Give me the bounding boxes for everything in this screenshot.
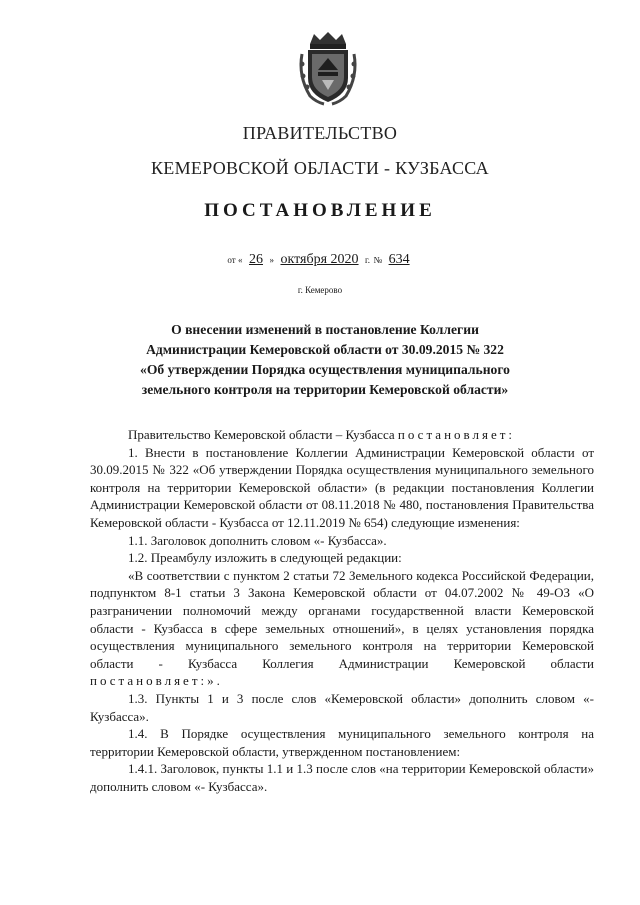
coat-of-arms-icon <box>296 30 360 106</box>
document-type-heading: ПОСТАНОВЛЕНИЕ <box>204 200 436 221</box>
preamble-quote <box>90 567 594 690</box>
document-title <box>120 320 530 400</box>
paragraph-1-2: 1.2. Преамбулу изложить в следующей редакции: <box>128 550 402 566</box>
paragraph-1-4-1: 1.4.1. Заголовок, пункты 1.1 и 1.3 после слов «на территории Кемеровской области» дополнить словом «- Кузбасса». <box>90 761 594 794</box>
city-label: г. Кемерово <box>297 285 343 295</box>
number-label: № <box>373 255 383 265</box>
date-number-line <box>0 252 640 268</box>
document-number: 634 <box>388 252 410 267</box>
preamble-decree-word: постановляет:». <box>90 673 223 689</box>
government-name-line-2: КЕМЕРОВСКОЙ ОБЛАСТИ - КУЗБАССА <box>151 158 489 178</box>
paragraph-1-1: 1.1. Заголовок дополнить словом «- Кузбасса». <box>128 532 387 548</box>
title-line: «Об утверждении Порядка осуществления муниципального <box>140 362 510 377</box>
intro-paragraph <box>90 426 594 444</box>
date-month-year: октября 2020 <box>280 252 359 267</box>
title-line: земельного контроля на территории Кемеровской области» <box>141 382 509 397</box>
day-close-quote: » <box>269 255 274 265</box>
document-body <box>90 426 594 795</box>
government-name-line-1: ПРАВИТЕЛЬСТВО <box>242 123 398 143</box>
paragraph-1-3: 1.3. Пункты 1 и 3 после слов «Кемеровской области» дополнить словом «- Кузбасса». <box>90 690 594 724</box>
intro-text: Правительство Кемеровской области – Кузбасса <box>128 427 395 442</box>
from-label: от « <box>227 255 243 265</box>
paragraph-1: 1. Внести в постановление Коллегии Администрации Кемеровской области от 30.09.2015 № 322 «Об утверждении Порядка осуществления муниципального земельного контроля на территории Кемеровской области» (в редакции постановления Коллегии Администрации Кемеровской области от 08.11.2018 № 480, постановления Правительства Кемеровской области - Кузбасса от 12.11.2019 № 654) следующие изменения: <box>90 444 594 530</box>
paragraph-1-4: 1.4. В Порядке осуществления муниципального земельного контроля на территории Кемеровской области, утвержденном постановлением: <box>90 726 594 759</box>
date-day: 26 <box>248 252 263 267</box>
title-line: О внесении изменений в постановление Коллегии <box>171 322 479 337</box>
decree-word: постановляет: <box>397 427 516 442</box>
title-line: Администрации Кемеровской области от 30.09.2015 № 322 <box>146 342 504 357</box>
preamble-text: «В соответствии с пунктом 2 статьи 72 Земельного кодекса Российской Федерации, подпунктом 8-1 статьи 3 Закона Кемеровской области от 04.07.2002 № 49-ОЗ «О разграничении полномочий между органами государственной власти Кемеровской области - Кузбасса в сфере земельных отношений», в целях установления порядка осуществления муниципального земельного контроля на территории Кемеровской области - Кузбасса Коллегия Администрации Кемеровской области <box>90 567 594 671</box>
year-label: г. <box>365 255 370 265</box>
